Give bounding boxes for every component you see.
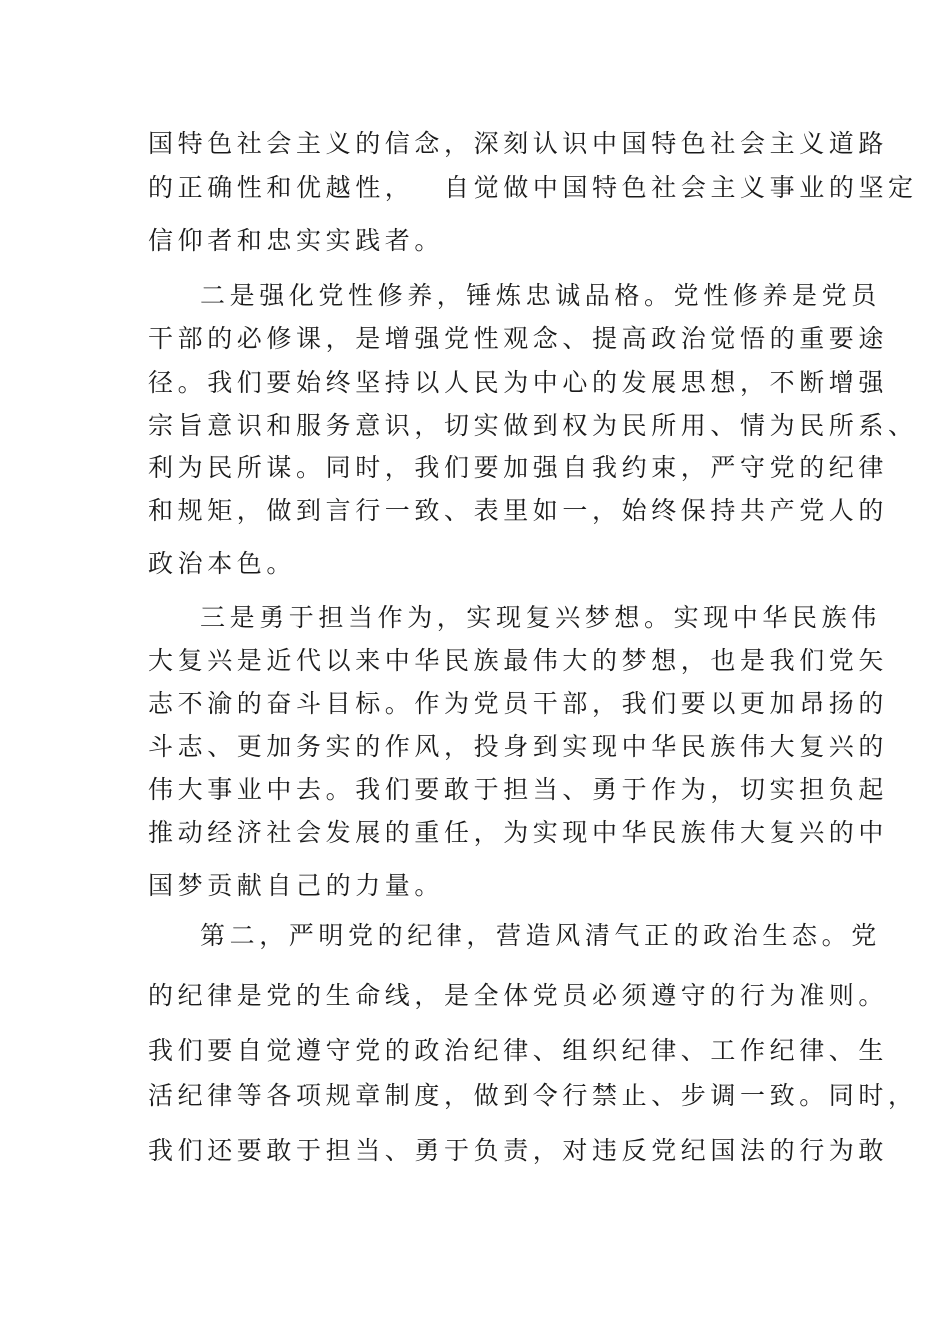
text-line: 国特色社会主义的信念，深刻认识中国特色社会主义道路: [148, 129, 889, 158]
text-line: 我们要自觉遵守党的政治纪律、组织纪律、工作纪律、生: [148, 1036, 889, 1065]
text-line: 的正确性和优越性， 自觉做中国特色社会主义事业的坚定: [148, 173, 918, 202]
text-line: 大复兴是近代以来中华民族最伟大的梦想，也是我们党矢: [148, 646, 889, 675]
text-line: 的纪律是党的生命线，是全体党员必须遵守的行为准则。: [148, 981, 889, 1010]
text-line: 信仰者和忠实实践者。: [148, 226, 445, 255]
paragraph-start-line: 二是强化党性修养，锤炼忠诚品格。党性修养是党员: [200, 281, 881, 310]
paragraph-start-line: 三是勇于担当作为，实现复兴梦想。实现中华民族伟: [200, 603, 881, 632]
text-line: 利为民所谋。同时，我们要加强自我约束，严守党的纪律: [148, 453, 889, 482]
text-line: 志不渝的奋斗目标。作为党员干部，我们要以更加昂扬的: [148, 689, 889, 718]
text-line: 政治本色。: [148, 549, 297, 578]
text-line: 伟大事业中去。我们要敢于担当、勇于作为，切实担负起: [148, 775, 889, 804]
text-line: 国梦贡献自己的力量。: [148, 871, 445, 900]
text-line: 径。我们要始终坚持以人民为中心的发展思想，不断增强: [148, 368, 889, 397]
text-line: 干部的必修课，是增强党性观念、提高政治觉悟的重要途: [148, 324, 889, 353]
text-line: 宗旨意识和服务意识，切实做到权为民所用、情为民所系、: [148, 411, 918, 440]
text-line: 活纪律等各项规章制度，做到令行禁止、步调一致。同时，: [148, 1081, 918, 1110]
text-line: 我们还要敢于担当、勇于负责，对违反党纪国法的行为敢: [148, 1136, 889, 1165]
text-line: 斗志、更加务实的作风，投身到实现中华民族伟大复兴的: [148, 732, 889, 761]
text-line: 和规矩，做到言行一致、表里如一，始终保持共产党人的: [148, 496, 889, 525]
paragraph-start-line: 第二，严明党的纪律，营造风清气正的政治生态。党: [200, 921, 881, 950]
text-line: 推动经济社会发展的重任，为实现中华民族伟大复兴的中: [148, 818, 889, 847]
